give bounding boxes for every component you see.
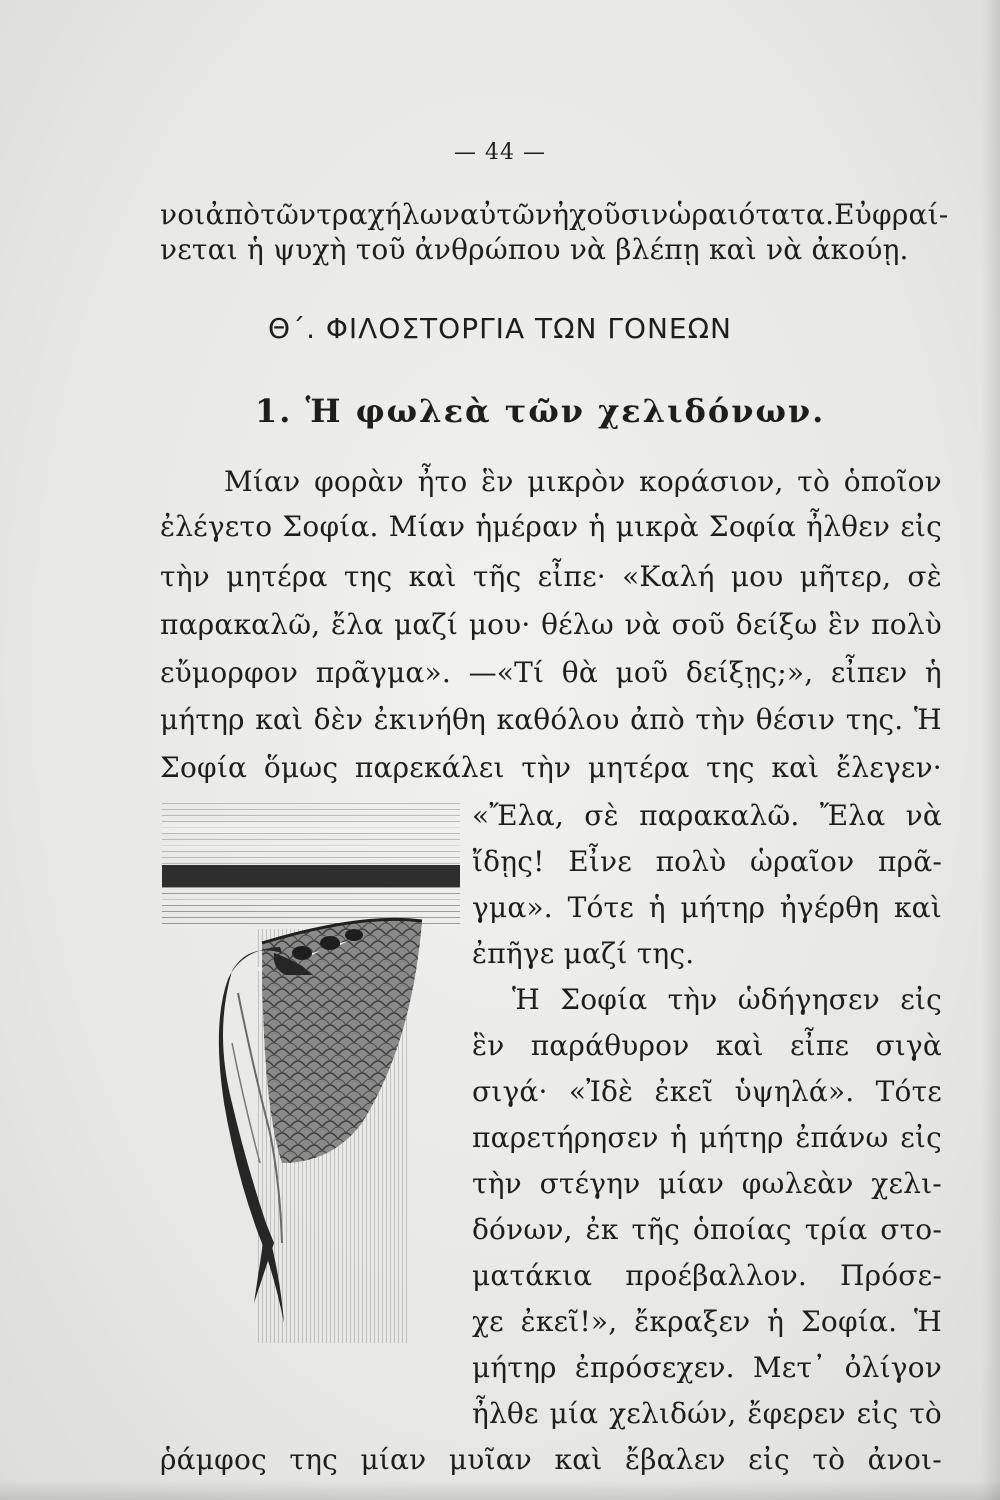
word: της	[289, 1443, 338, 1476]
word: ἦτο	[417, 465, 468, 498]
word: ἐκινήθη	[373, 703, 487, 736]
word: ἡ	[924, 656, 942, 689]
word: μαζί	[393, 608, 459, 641]
word: ὁποίας	[692, 1213, 792, 1246]
word: δὲν	[313, 703, 364, 736]
text-line	[472, 1118, 942, 1158]
word: εἶπε	[789, 1029, 850, 1062]
word: θέσιν	[755, 703, 836, 736]
word: κοράσιον,	[639, 465, 784, 498]
word: τῆς	[472, 560, 522, 593]
word: της	[343, 560, 393, 593]
word: εὔμορφον	[160, 656, 299, 689]
swallow-nest-illustration	[162, 803, 460, 1343]
word: μικρὰ	[615, 510, 699, 543]
swallow-nest-engraving	[162, 803, 460, 1343]
word: εἰς	[900, 1121, 942, 1154]
word: ῥάμφος	[160, 1443, 267, 1476]
word: αὐτῶν	[460, 198, 553, 231]
word: νοι	[160, 198, 206, 231]
word: παρεκάλει	[354, 751, 505, 784]
word: ὁποῖον	[843, 465, 942, 498]
text-line	[160, 605, 942, 645]
word: μοῦ	[615, 656, 669, 689]
word: μήτηρ	[160, 703, 245, 736]
word: ὡδήγησεν	[737, 983, 880, 1016]
word: ἔφερεν	[747, 1397, 846, 1430]
word: καὶ	[554, 1443, 603, 1476]
word: καὶ	[893, 891, 942, 924]
word: Σοφία.	[282, 510, 379, 543]
word: Μίαν	[388, 510, 466, 543]
word: προέβαλλον.	[625, 1259, 808, 1292]
word: μητέρα	[226, 560, 328, 593]
word: ὡραῖον	[750, 845, 855, 878]
word: τρία	[804, 1213, 868, 1246]
word: μικρὸν	[527, 465, 626, 498]
word: πολὺ	[871, 608, 942, 641]
word: ἓν	[481, 465, 514, 498]
word: σιγὰ	[875, 1029, 942, 1062]
word: καθόλου	[496, 703, 620, 736]
word: Εὐφραί-	[834, 198, 949, 231]
text-line	[472, 1394, 942, 1434]
word: ἐκ	[585, 1213, 619, 1246]
word: μία	[549, 1397, 599, 1430]
word: εἰς	[856, 1397, 899, 1430]
word: Ἡ	[913, 703, 942, 736]
word: πρᾶ-	[877, 845, 942, 878]
word: ἔβαλεν	[625, 1443, 726, 1476]
word: τὴν	[160, 560, 210, 593]
section-heading: 1. Ἡ φωλεὰ τῶν χελιδόνων.	[255, 392, 826, 430]
text-line	[472, 934, 694, 974]
word: καὶ	[255, 703, 304, 736]
word: Σοφία.	[800, 1305, 898, 1338]
text-line	[472, 842, 942, 882]
word: παρακαλῶ,	[160, 608, 321, 641]
word: στέγην	[539, 1167, 641, 1200]
text-line	[160, 653, 942, 693]
word: Ἔλα	[819, 799, 886, 832]
word: πρᾶγμα».	[315, 656, 451, 689]
word: «Ἰδὲ	[568, 1075, 634, 1108]
word: Τότε	[567, 891, 634, 924]
word: μυῖαν	[448, 1443, 533, 1476]
sky-hatching	[162, 803, 460, 865]
text-line	[160, 507, 942, 547]
word: ἀπὸ	[205, 198, 261, 231]
word: σιγά·	[472, 1075, 548, 1108]
word: μου	[730, 560, 784, 593]
word: εἶπε·	[537, 560, 606, 593]
word: «Καλή	[622, 560, 715, 593]
chick-head	[345, 929, 363, 941]
text-line	[472, 1302, 942, 1342]
page-edge-shadow	[982, 0, 1000, 1500]
word: μου·	[468, 608, 531, 641]
word: χε	[472, 1305, 504, 1338]
word: νὰ	[905, 799, 942, 832]
word: Μετ᾽	[752, 1351, 827, 1384]
text-line	[512, 980, 942, 1020]
word: ἐλέγετο	[160, 510, 273, 543]
text-line	[160, 557, 942, 597]
word: ἐκεῖ!»,	[520, 1305, 618, 1338]
text-line	[472, 796, 942, 836]
text-line	[160, 700, 942, 740]
word: εἰς	[900, 983, 942, 1016]
word: δείξω	[735, 608, 818, 641]
word: νὰ	[624, 608, 661, 641]
word: ἐπρόσεχεν.	[574, 1351, 735, 1384]
word: χελι-	[871, 1167, 942, 1200]
word: ἀπὸ	[630, 703, 685, 736]
word: μίαν	[360, 1443, 427, 1476]
word: ἡμέραν	[475, 510, 579, 543]
word: φωλεὰν	[741, 1167, 854, 1200]
word: Ἡ	[512, 983, 540, 1016]
word: ἠγέρθη	[779, 891, 880, 924]
word: μητέρα	[587, 751, 690, 784]
word: δείξῃς;»,	[685, 656, 814, 689]
word: Πρόσε-	[839, 1259, 942, 1292]
text-line	[160, 748, 942, 788]
word: ἴδῃς!	[472, 845, 545, 878]
chapter-heading: Θ΄. ΦΙΛΟΣΤΟΡΓΙΑ ΤΩΝ ΓΟΝΕΩΝ	[268, 312, 732, 345]
word: τραχήλων	[316, 198, 461, 231]
word: θὰ	[561, 656, 598, 689]
word: καὶ	[408, 560, 457, 593]
word: Σοφία	[560, 983, 648, 1016]
word: ὅμως	[263, 751, 339, 784]
text-line	[472, 888, 942, 928]
word: Σοφία	[160, 751, 248, 784]
page-edge-shadow	[0, 1480, 1000, 1500]
word: δόνων,	[472, 1213, 573, 1246]
word: σὲ	[907, 560, 942, 593]
word: ὡραιότατα.	[668, 198, 835, 231]
word: γμα».	[472, 891, 553, 924]
word: ἡ	[767, 1305, 785, 1338]
word: Σοφία	[708, 510, 797, 543]
word: Ἡ	[913, 1305, 942, 1338]
word: πολὺ	[655, 845, 727, 878]
word: ἡ	[670, 1121, 688, 1154]
chick-head	[320, 936, 340, 950]
word: τῶν	[260, 198, 317, 231]
page-number: — 44 —	[454, 140, 546, 165]
word: ὑψηλά».	[734, 1075, 855, 1108]
word: τὴν	[695, 703, 746, 736]
word: εἰς	[900, 510, 942, 543]
word: νεται ἡ ψυχὴ τοῦ ἀνθρώπου νὰ βλέπῃ καὶ νὰ ἀκούῃ.	[160, 233, 909, 266]
word: σὲ	[584, 799, 619, 832]
word: ἐπῆγε μαζί της.	[472, 937, 695, 970]
word: ἓν	[472, 1029, 505, 1062]
word: χελιδών,	[609, 1397, 737, 1430]
word: φορὰν	[314, 465, 404, 498]
word: θέλω	[541, 608, 614, 641]
word: στο-	[880, 1213, 942, 1246]
word: μίαν	[658, 1167, 725, 1200]
word: τὴν	[521, 751, 572, 784]
text-line	[472, 1072, 942, 1112]
word: παρακαλῶ.	[639, 799, 800, 832]
word: μῆτερ,	[799, 560, 892, 593]
word: ἀνοι-	[867, 1443, 942, 1476]
word: παρετήρησεν	[472, 1121, 659, 1154]
word: ἐκεῖ	[654, 1075, 714, 1108]
word: εἶπεν	[830, 656, 908, 689]
word: ἡ	[648, 891, 666, 924]
word: της	[706, 751, 755, 784]
word: Τότε	[875, 1075, 942, 1108]
word: παράθυρον	[530, 1029, 690, 1062]
text-line	[472, 1164, 942, 1204]
word: καὶ	[771, 751, 820, 784]
word: ἓν	[828, 608, 861, 641]
word: ἦλθε	[472, 1397, 539, 1430]
text-line	[472, 1210, 942, 1250]
text-line	[472, 1348, 942, 1388]
word: ἔκραξεν	[634, 1305, 751, 1338]
text-line	[160, 195, 949, 235]
word: ἡ	[588, 510, 606, 543]
word: τῆς	[631, 1213, 681, 1246]
word: ὀλίγον	[844, 1351, 942, 1384]
text-line	[160, 1440, 942, 1480]
word: ἔλεγεν·	[836, 751, 942, 784]
word: εἰς	[748, 1443, 790, 1476]
word: ἦλθεν	[806, 510, 891, 543]
word: τὴν	[472, 1167, 522, 1200]
word: ματάκια	[472, 1259, 593, 1292]
text-line	[160, 230, 909, 270]
word: «Ἔλα,	[472, 799, 564, 832]
text-line	[224, 462, 942, 502]
word: τὸ	[812, 1443, 846, 1476]
word: Μίαν	[224, 465, 301, 498]
word: Εἶνε	[568, 845, 632, 878]
word: της.	[845, 703, 904, 736]
word: ἠχοῦσιν	[552, 198, 669, 231]
eaves-beam	[162, 865, 460, 887]
word: τὸ	[909, 1397, 942, 1430]
word: ἐπάνω	[795, 1121, 889, 1154]
word: μήτηρ	[472, 1351, 557, 1384]
word: τὴν	[667, 983, 718, 1016]
chick-head	[292, 946, 312, 960]
word: τὸ	[797, 465, 831, 498]
word: —«Τί	[468, 656, 545, 689]
word: μήτηρ	[698, 1121, 784, 1154]
word: σοῦ	[671, 608, 726, 641]
word: ἔλα	[331, 608, 384, 641]
word: μήτηρ	[680, 891, 766, 924]
text-line	[472, 1026, 942, 1066]
word: καὶ	[715, 1029, 764, 1062]
text-line	[472, 1256, 942, 1296]
